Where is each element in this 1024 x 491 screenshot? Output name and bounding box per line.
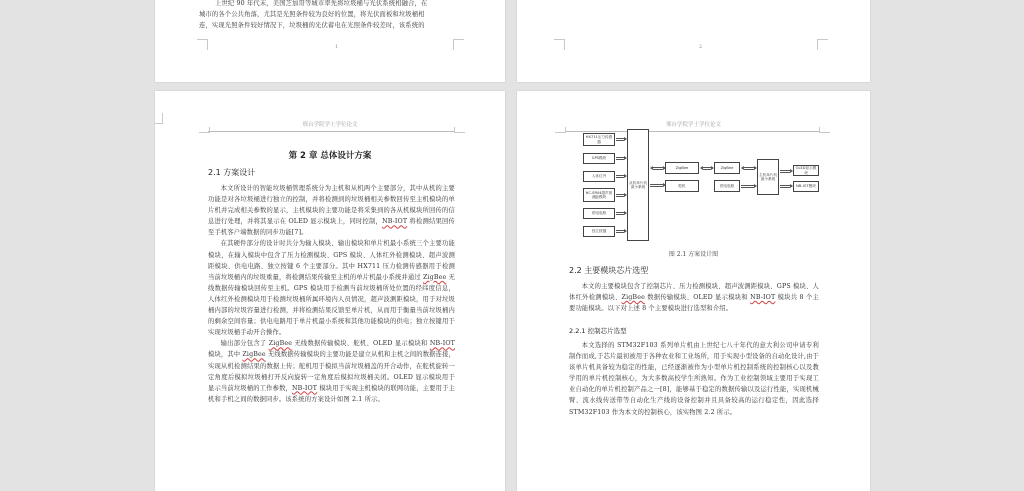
diagram-arrow [616,230,624,233]
spellcheck-flagged-word: ZigBee [242,351,266,359]
diagram-block-zigbee-slave: ZigBee [665,162,699,174]
diagram-block-nbiot: NB-IOT模块 [793,181,819,192]
diagram-arrow [780,170,790,173]
diagram-arrow [780,185,790,188]
paragraph [569,281,819,314]
page-number: 1 [335,44,339,50]
paragraph [569,340,819,418]
spellcheck-flagged-word: ZigBee [621,294,645,302]
header-rule [208,131,454,132]
diagram-arrow [741,185,754,188]
section-title: 2.2 主要模块芯片选型 [569,266,649,275]
spellcheck-flagged-word: NB-IOT [292,384,318,392]
diagram-arrow-bidirectional [703,167,711,170]
margin-corner-bottom-right [817,39,828,50]
spellcheck-flagged-word: ZigBee [422,273,447,281]
diagram-block-slave-mcu: 从机单片机最小系统 [627,129,649,241]
page-3-body [208,183,455,405]
text-line: 上世纪 90 年代末，美国芝加哥等城市率先将垃圾桶与光伏系统相融合，在 [215,0,428,7]
subsection-title: 2.2.1 控制芯片选型 [569,327,627,335]
section-title: 2.1 方案设计 [208,168,256,177]
page-1 [155,0,505,82]
margin-corner-bottom-left [197,39,208,50]
paragraph-text: 本文所设计的智能垃圾桶管理系统分为主机和从机两个主要部分，其中从机的主要功能是对各垃圾桶进行独立的控制，并将检测到的垃圾桶相关参数回传至主机模块的单片机并完成相关参数的显示，主机模块的主要功能是将采集到的各从机模块所回传的信息进行处理，并将其显示在 OLED 显示模块上，同时控制，NB-IOT 将检测结果回传至手机客户端数据的同步功能[7]。 [208,185,456,237]
page-2 [517,0,870,82]
diagram-block-master-mcu: 主机单片机最小系统 [757,159,779,195]
diagram-arrow-bidirectional [744,167,754,170]
page-number: 2 [699,44,703,50]
diagram-block-pir: 人体红外 [583,171,615,182]
page-1-body [199,0,461,31]
diagram-arrow [616,138,624,141]
diagram-block-hx711: HX711压力传感器 [583,133,615,146]
diagram-block-zigbee-master: ZigBee [714,162,740,174]
diagram-block-power-master: 供电电路 [714,180,740,192]
spellcheck-flagged-word: NB-IOT [382,218,408,226]
diagram-arrow [616,212,624,215]
diagram-arrow [650,184,663,187]
running-header: 邢台学院学士学位论文 [302,122,358,128]
diagram-block-gps: GPS模块 [583,153,615,164]
text-line: 城市的各个公共角落，尤其是光照条件较为良好的位置，将光伏面板和垃圾桶相 [199,11,425,19]
spellcheck-flagged-word: NB-IOT [429,340,456,348]
diagram-block-servo: 舵机 [665,180,699,192]
chapter-title: 第 2 章 总体设计方案 [288,151,372,161]
diagram-block-power: 供电电路 [583,208,615,219]
diagram-arrow-bidirectional [653,167,663,170]
margin-corner-bottom-right [453,39,464,50]
figure-caption: 图 2.1 方案设计图 [668,251,719,258]
paragraph-text: 在其硬件部分的设计时共分为输入模块、输出模块和单片机最小系统三个主要功能模块，在输入模块中包含了压力检测模块、GPS 模块、人体红外检测模块、超声波测距模块、供电电路、独立按键 6 个主要部分。其中 HX711 压力检测传感器用于检测当前垃圾桶内的垃圾重量，将检测结果传输至主机的单片机最小系统并通过 ZigBee 无线数据传输模块回传至主机。GPS 模块用于检测当前垃圾桶所处位置的经纬度信息，人体红外检测模块用于检测垃圾桶所属环境内人员情况，超声波测距模块，用于对垃圾桶内部的垃圾容量进行检测，并将检测结果反馈至单片机，从而用于衡量当前垃圾桶内的剩余空间容量；供电电路用于单片机最小系统和其他功能模块的供电；独立按键用于实现垃圾桶手动开合操作。 [208,240,455,337]
system-block-diagram [517,91,870,261]
margin-corner-top-left [199,127,210,133]
diagram-block-oled: OLED显示模块 [793,165,819,176]
spellcheck-flagged-word: ZigBee [268,340,293,348]
diagram-arrow [616,194,624,197]
margin-corner-bottom-left [554,39,565,50]
diagram-arrow [616,175,624,178]
paragraph-text: 本文的主要模块包含了控制芯片、压力检测模块、超声波测距模块、GPS 模块、人体红外检测模块、ZigBee 数据传输模块、OLED 显示模块和 NB-IOT 模块共 8 个主要功能模块。以下对上述 8 个主要模块进行选型和介绍。 [569,283,820,313]
page-4 [517,91,870,491]
paragraph-text: 输出部分包含了 ZigBee 无线数据传输模块、舵机、OLED 显示模块和 NB-IOT 模块，其中 ZigBee 无线数据传输模块的主要功能是建立从机和主机之间的数据连接，实现从机检测结果的数据上传；舵机用于模拟当前垃圾桶盖的开合动作，在舵机旋转一定角度后模拟垃圾桶打开反向旋转一定角度后模拟垃圾桶关闭。OLED 显示模块用于显示当前垃圾桶的工作参数，NB-IOT 模块用于实现主机模块的联网功能，主要用于主机和手机之间的数据同步。该系统的方案设计如图 2.1 所示。 [208,340,456,403]
page-3 [155,91,505,491]
running-header: 邢台学院学士学位论文 [665,122,721,128]
diagram-block-ultrasonic: HC-SR04超声波测距模块 [583,188,615,202]
text-line: 连，实现光照条件较好情况下，垃圾桶的光伏蓄电在光照条件较差时，该系统的 [199,22,425,30]
margin-corner-top-right [454,127,465,133]
paragraph-text: 本文选择的 STM32F103 系列单片机由上世纪七八十年代的意大利公司申请专利制作而成,于芯片最初被用于各种农业和工业场所，用于实现小型设备的自动化设计,由于该单片机具备较为稳定的性能，已经逐渐被作为小型单片机控制系统的控制核心以及教学用的单片机控制核心，为大多数高校学生所熟知。作为工业控制领域主要用于实现工业自动化的单片机控制产品之一[8]，能够基于稳定的数据传输以及运行性能，实现机械臂、流水线传送带等自动化生产线的设备控制并且具备较高的运行稳定性，因此选择 STM32F103 作为本文的控制核心，该实物图 2.2 所示。 [569,342,819,416]
diagram-block-button: 独立按键 [583,226,615,237]
spellcheck-flagged-word: NB-IOT [750,294,776,302]
diagram-arrow [616,157,624,160]
